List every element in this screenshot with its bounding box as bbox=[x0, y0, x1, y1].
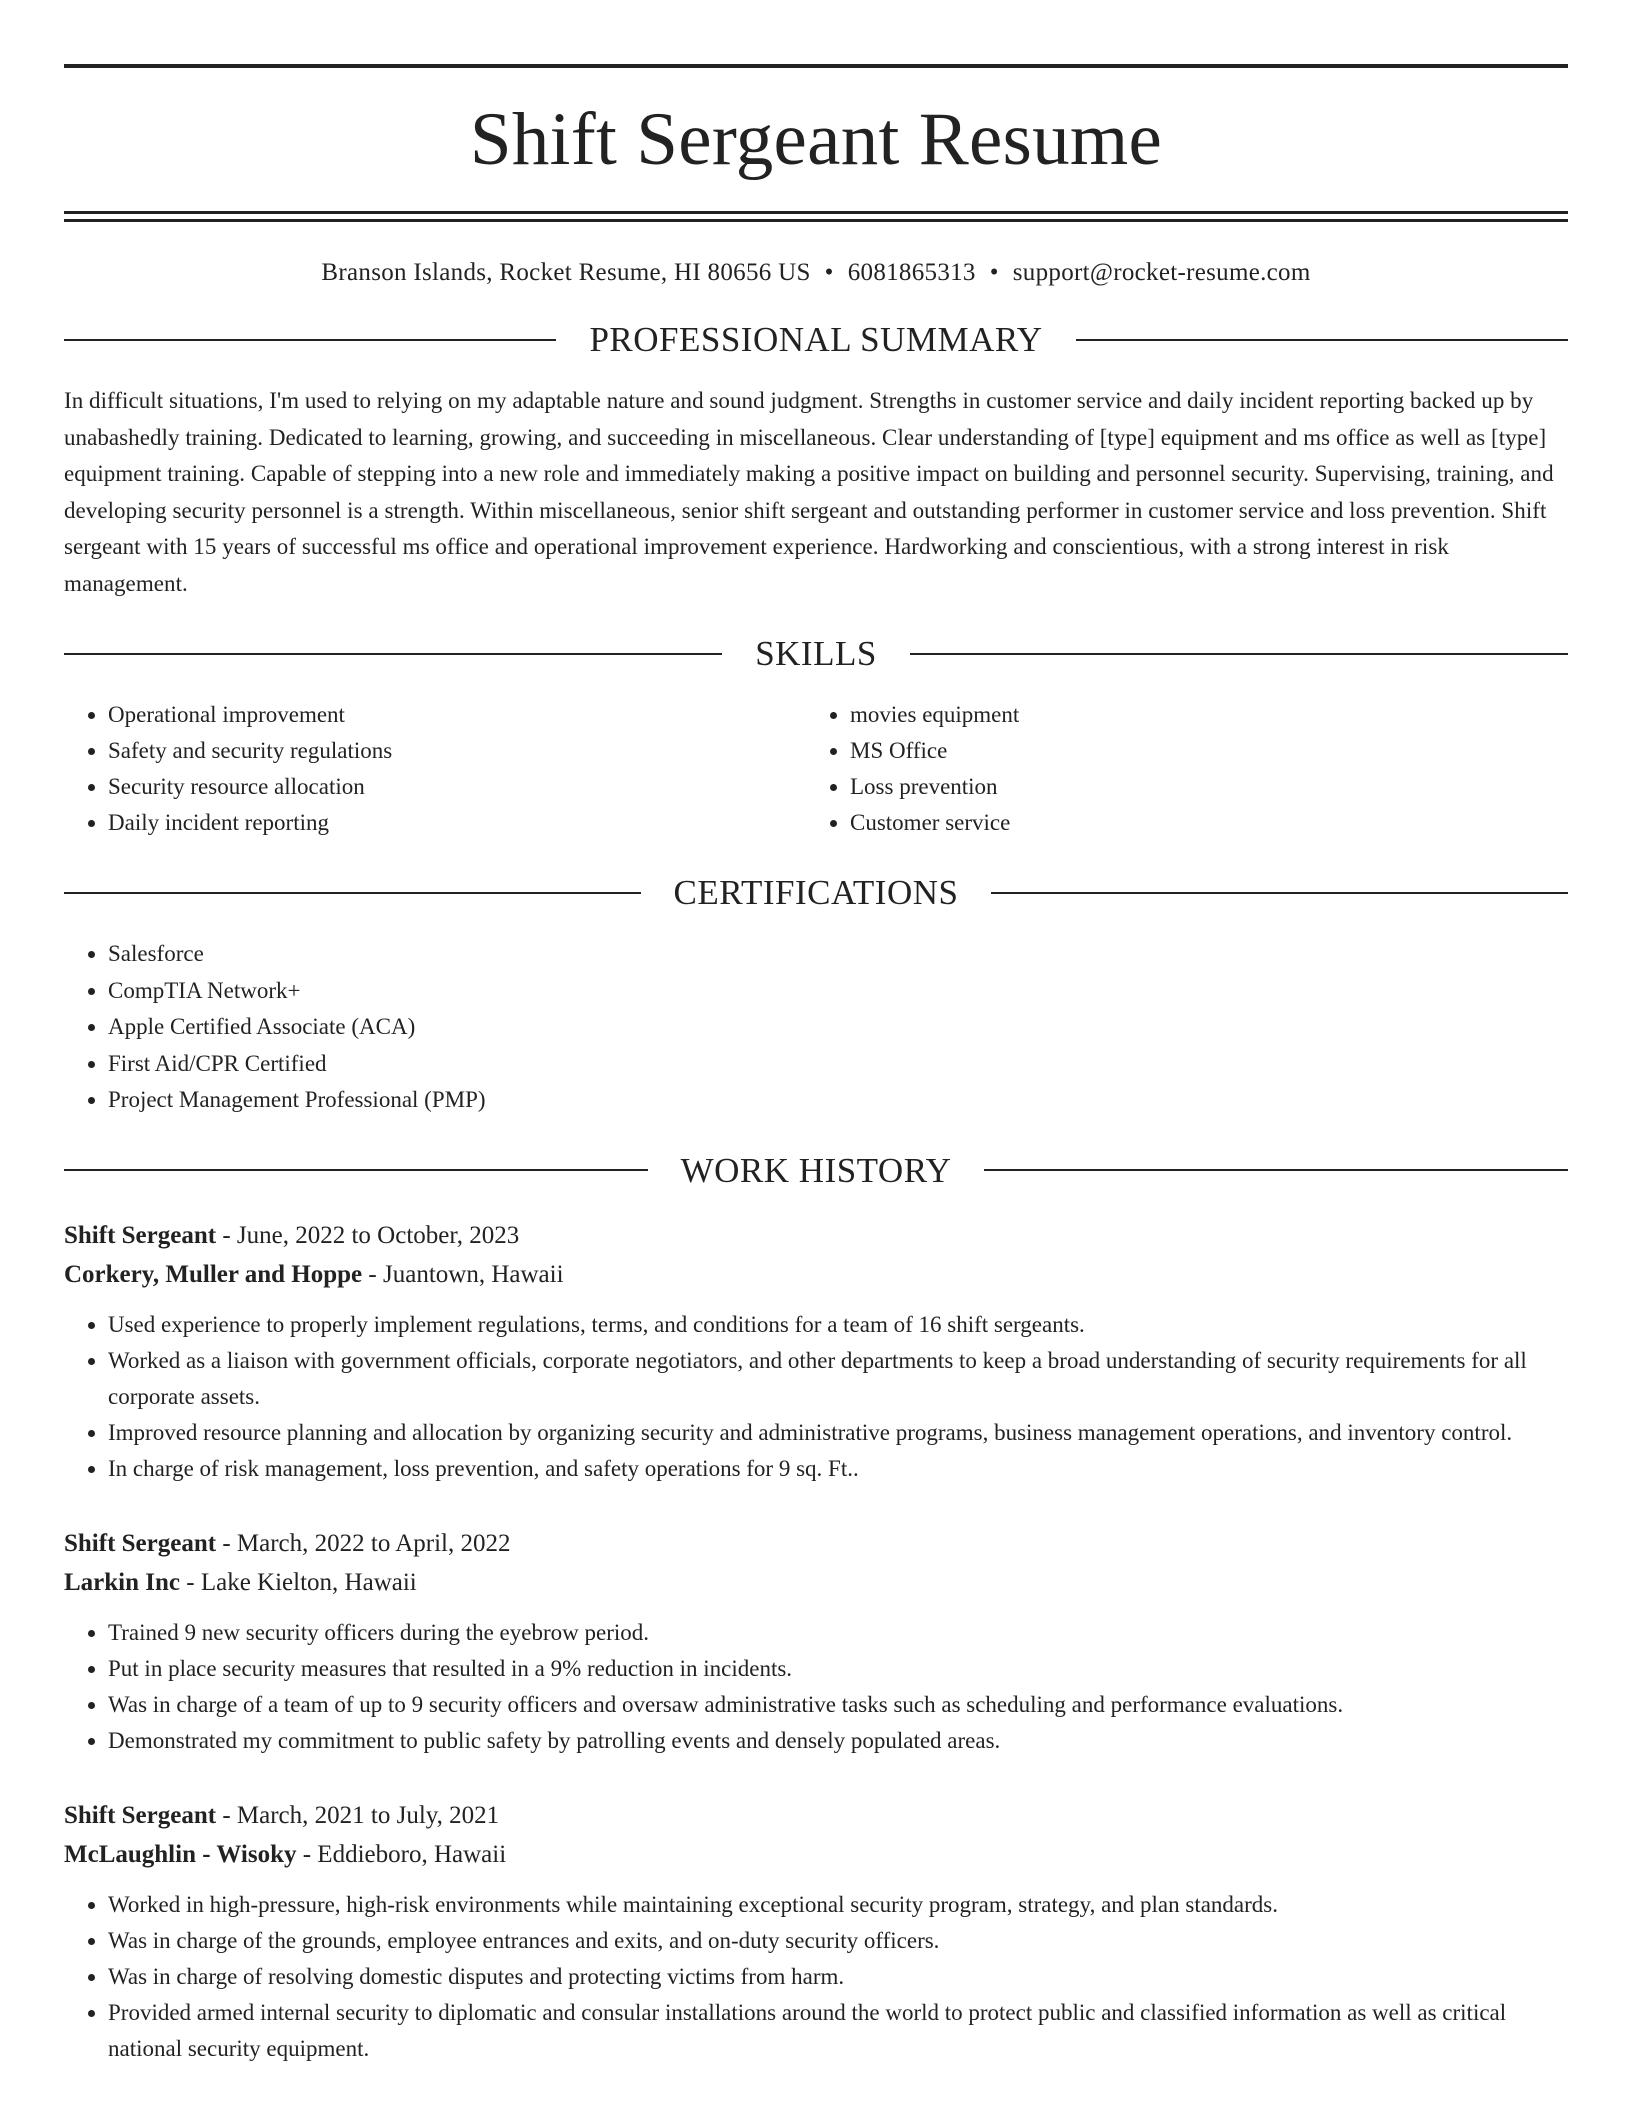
job-role: Shift Sergeant bbox=[64, 1221, 217, 1249]
section-title: PROFESSIONAL SUMMARY bbox=[589, 320, 1043, 359]
skill-item: • Loss prevention bbox=[850, 769, 1548, 805]
skill-item: • movies equipment bbox=[850, 697, 1548, 733]
job-title-line bbox=[64, 1524, 1568, 1563]
job-bullet: • Worked in high-pressure, high-risk environments while maintaining exceptional security program, strategy, and plan standards. bbox=[108, 1887, 1568, 1923]
contact-separator: • bbox=[824, 259, 834, 286]
job-entry bbox=[64, 1524, 1568, 1759]
job-bullet: • Provided armed internal security to diplomatic and consular installations around the world to protect public and classified information as well as critical national security equipment. bbox=[108, 1995, 1568, 2067]
job-bullet: • Put in place security measures that resulted in a 9% reduction in incidents. bbox=[108, 1651, 1568, 1687]
certification-item: • First Aid/CPR Certified bbox=[108, 1046, 1568, 1083]
section-heading-summary bbox=[64, 322, 1568, 357]
heading-rule-left bbox=[64, 892, 641, 894]
contact-separator: • bbox=[989, 259, 999, 286]
heading-rule-left bbox=[64, 653, 722, 655]
job-title-line bbox=[64, 1796, 1568, 1835]
job-dates: - March, 2021 to July, 2021 bbox=[216, 1801, 500, 1829]
job-bullet: • Improved resource planning and allocation by organizing security and administrative programs, business management operations, and inventory control. bbox=[108, 1415, 1568, 1451]
skill-item: • Customer service bbox=[850, 805, 1548, 841]
professional-summary-text: In difficult situations, I'm used to relying on my adaptable nature and sound judgment. Strengths in customer service and daily incident reporting backed up by unabashedly training. Dedicated to learning, growing, and succeeding in miscellaneous. Clear understanding of [type] equipment and ms office as well as [type] equipment training. Capable of stepping into a new role and immediately making a positive impact on building and personnel security. Supervising, training, and developing security personnel is a strength. Within miscellaneous, senior shift sergeant and outstanding performer in customer service and loss prevention. Shift sergeant with 15 years of successful ms office and operational improvement experience. Hardworking and conscientious, with a strong interest in risk management. bbox=[64, 388, 1554, 596]
job-bullet: • In charge of risk management, loss prevention, and safety operations for 9 sq. Ft.. bbox=[108, 1451, 1568, 1487]
job-location: - Eddieboro, Hawaii bbox=[296, 1840, 507, 1868]
job-entry bbox=[64, 1796, 1568, 2067]
job-bullets bbox=[64, 1307, 1568, 1487]
skills-column-right bbox=[806, 697, 1548, 841]
skill-item: • MS Office bbox=[850, 733, 1548, 769]
job-bullet: • Used experience to properly implement regulations, terms, and conditions for a team of 16 shift sergeants. bbox=[108, 1307, 1568, 1343]
job-bullet: • Was in charge of resolving domestic disputes and protecting victims from harm. bbox=[108, 1959, 1568, 1995]
certifications-list bbox=[64, 936, 1568, 1119]
section-heading-skills bbox=[64, 636, 1568, 671]
heading-rule-right bbox=[984, 1169, 1568, 1171]
job-role: Shift Sergeant bbox=[64, 1801, 217, 1829]
skill-item: • Operational improvement bbox=[108, 697, 806, 733]
job-company-line bbox=[64, 1255, 1568, 1294]
contact-address: Branson Islands, Rocket Resume, HI 80656 US bbox=[321, 259, 811, 286]
certification-item: • Project Management Professional (PMP) bbox=[108, 1082, 1568, 1119]
job-bullet: • Was in charge of a team of up to 9 security officers and oversaw administrative tasks such as scheduling and performance evaluations. bbox=[108, 1687, 1568, 1723]
section-title: SKILLS bbox=[755, 634, 877, 673]
certification-item: • Salesforce bbox=[108, 936, 1568, 973]
skills-list bbox=[64, 697, 1568, 841]
job-dates: - June, 2022 to October, 2023 bbox=[216, 1221, 520, 1249]
job-company-line bbox=[64, 1563, 1568, 1602]
job-company: Corkery, Muller and Hoppe bbox=[64, 1260, 363, 1288]
contact-phone: 6081865313 bbox=[847, 259, 976, 286]
section-heading-work-history bbox=[64, 1150, 1568, 1190]
job-role: Shift Sergeant bbox=[64, 1529, 217, 1557]
job-company-line bbox=[64, 1835, 1568, 1874]
job-bullet: • Worked as a liaison with government officials, corporate negotiators, and other departments to keep a broad understanding of security requirements for all corporate assets. bbox=[108, 1343, 1568, 1415]
skill-item: • Security resource allocation bbox=[108, 769, 806, 805]
heading-rule-left bbox=[64, 339, 556, 341]
heading-rule-right bbox=[910, 653, 1568, 655]
section-title: CERTIFICATIONS bbox=[673, 873, 959, 912]
skill-item: • Safety and security regulations bbox=[108, 733, 806, 769]
top-rule bbox=[64, 64, 1568, 68]
job-bullet: • Was in charge of the grounds, employee entrances and exits, and on-duty security officers. bbox=[108, 1923, 1568, 1959]
section-heading-certifications bbox=[64, 875, 1568, 910]
certification-item: • CompTIA Network+ bbox=[108, 973, 1568, 1010]
title-double-rule bbox=[64, 211, 1568, 222]
job-entry bbox=[64, 1216, 1568, 1487]
job-bullet: • Trained 9 new security officers during the eyebrow period. bbox=[108, 1615, 1568, 1651]
skill-item: • Daily incident reporting bbox=[108, 805, 806, 841]
certification-item: • Apple Certified Associate (ACA) bbox=[108, 1009, 1568, 1046]
job-company: Larkin Inc bbox=[64, 1568, 181, 1596]
job-bullets bbox=[64, 1887, 1568, 2067]
job-dates: - March, 2022 to April, 2022 bbox=[216, 1529, 511, 1557]
job-title-line bbox=[64, 1216, 1568, 1255]
contact-line bbox=[64, 258, 1568, 288]
resume-title: Shift Sergeant Resume bbox=[469, 98, 1163, 181]
contact-email[interactable]: support@rocket-resume.com bbox=[1012, 259, 1311, 286]
job-location: - Lake Kielton, Hawaii bbox=[180, 1568, 417, 1596]
job-location: - Juantown, Hawaii bbox=[362, 1260, 564, 1288]
section-title: WORK HISTORY bbox=[680, 1150, 952, 1190]
job-bullets bbox=[64, 1615, 1568, 1759]
heading-rule-left bbox=[64, 1169, 648, 1171]
heading-rule-right bbox=[1076, 339, 1568, 341]
skills-column-left bbox=[64, 697, 806, 841]
job-company: McLaughlin - Wisoky bbox=[64, 1840, 297, 1868]
heading-rule-right bbox=[991, 892, 1568, 894]
job-bullet: • Demonstrated my commitment to public safety by patrolling events and densely populated areas. bbox=[108, 1723, 1568, 1759]
